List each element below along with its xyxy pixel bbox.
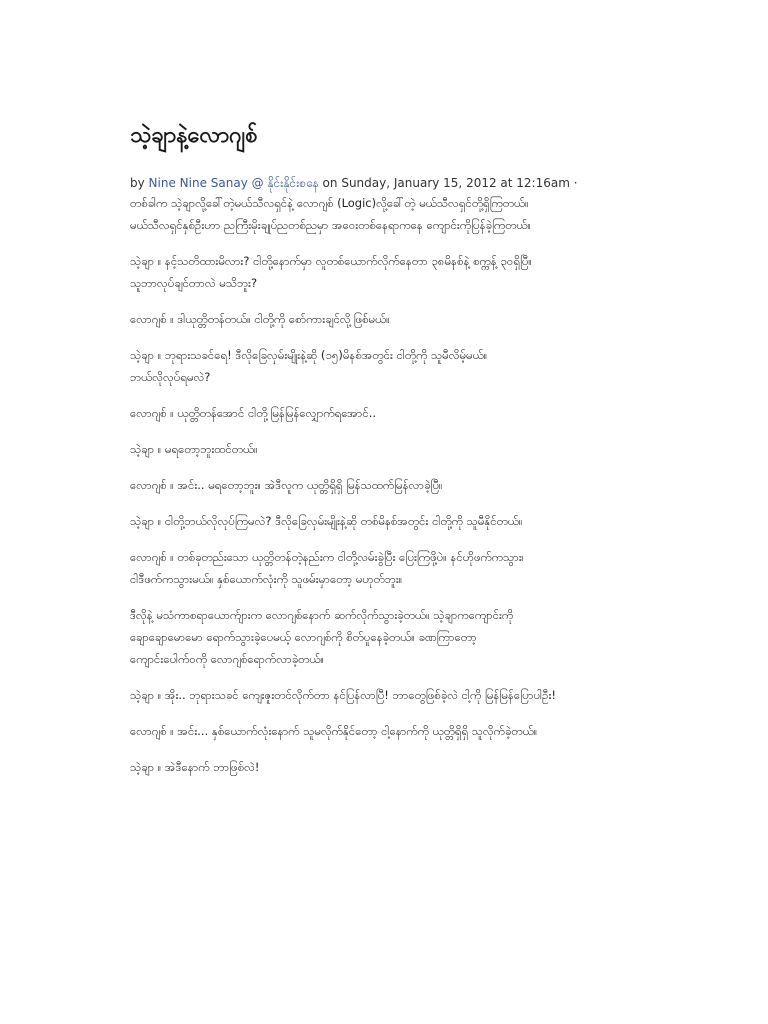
note-paragraph (130, 344, 690, 388)
paragraph-line: လောဂျစ် ။ အင်း.. မရတော့ဘူး။ အဲဒီလူက ယုတ္တိရှိရှိ မြန်သထက်မြန်လာခဲ့ပြီ။ (130, 478, 443, 492)
note-paragraph (130, 402, 690, 424)
paragraph-line: မယ်သီလရှင်နှစ်ဦးဟာ ညကြီးမိုးချုပ်ညတစ်ညမှာ အဝေးတစ်နေရာကနေ ကျောင်းကိုပြန်ခဲ့ကြတယ်။ (130, 218, 532, 232)
paragraph-line: ငါဒီဖက်ကသွားမယ်။ နှစ်ယောက်လုံးကို သူဖမ်းမှာတော့ မဟုတ်ဘူး။ (130, 572, 403, 586)
note-paragraph (130, 720, 690, 742)
paragraph-line: သဲ့ချာ ။ အိုး.. ဘုရားသခင် ကျေးဇူးတင်လိုက်တာ နင်ပြန်လာပြီ! ဘာတွေဖြစ်ခဲ့လဲ ငါ့ကို မြန်မြန်ပြောပါဦး! (130, 688, 556, 702)
note-title: သဲ့ချာနဲ့လောဂျစ် (130, 123, 258, 148)
byline-separator: · (573, 176, 578, 190)
paragraph-line: ဘယ်လိုလုပ်ရမလဲ? (130, 370, 211, 384)
note-paragraph (130, 250, 690, 294)
note-paragraph (130, 756, 690, 778)
byline (130, 174, 690, 192)
note-paragraph (130, 474, 690, 496)
paragraph-line: သဲ့ချာ ။ အဲဒီနောက် ဘာဖြစ်လဲ! (130, 760, 260, 774)
paragraph-line: သဲ့ချာ ။ မရတော့ဘူးထင်တယ်။ (130, 442, 258, 456)
paragraph-line: လောဂျစ် ။ ယုတ္တိတန်အောင် ငါတို့မြန်မြန်လျှောက်ရအောင်.. (130, 406, 377, 420)
author-link[interactable]: Nine Nine Sanay @ နိုင်းနိုင်းစနေ (148, 176, 319, 190)
note-paragraph (130, 684, 690, 706)
note-paragraph (130, 438, 690, 460)
byline-prefix: by (130, 176, 145, 190)
note-paragraph (130, 604, 690, 670)
paragraph-line: လောဂျစ် ။ အင်း... နှစ်ယောက်လုံးနောက် သူမလိုက်နိုင်တော့ ငါ့နောက်ကို ယုတ္တိရှိရှိ သူလိုက်ခဲ့တယ်။ (130, 724, 538, 738)
note-container (130, 118, 690, 792)
paragraph-line: သဲ့ချာ ။ ဘုရားသခင်ရေ! ဒီလိုခြေလှမ်းမျိုးနဲ့ဆို (၁၅)မိနစ်အတွင်း ငါတို့ကို သူမီလိမ့်မယ်။ (130, 348, 488, 362)
note-body (130, 192, 690, 778)
paragraph-line: သူဘာလုပ်ချင်တာလဲ မသိဘူး? (130, 276, 258, 290)
note-paragraph (130, 192, 690, 236)
paragraph-line: လောဂျစ် ။ တစ်ခုတည်းသော ယုတ္တိတန်တဲ့နည်းက ငါတို့လမ်းခွဲပြီး ပြေးကြဖို့ပဲ။ နင်ဟိုဖက်ကသွား၊ (130, 550, 524, 564)
paragraph-line: ချောချောမောမော ရောက်သွားခဲ့ပေမယ့် လောဂျစ်ကို စိတ်ပူနေခဲ့တယ်။ ခဏကြာတော့ (130, 630, 477, 644)
note-paragraph (130, 546, 690, 590)
paragraph-line: သဲ့ချာ ။ ငါတို့ဘယ်လိုလုပ်ကြမလဲ? ဒီလိုခြေလှမ်းမျိုးနဲ့ဆို တစ်မိနစ်အတွင်း ငါတို့ကို သူမီနိုင်တယ်။ (130, 514, 523, 528)
note-paragraph (130, 308, 690, 330)
paragraph-line: ဒီလိုနဲ့ မသံကာစရာယောက်ျားက လောဂျစ်နောက် ဆက်လိုက်သွားခဲ့တယ်။ သဲ့ချာကကျောင်းကို (130, 608, 514, 622)
paragraph-line: သဲ့ချာ ။ နင့်သတိထားမိလား? ငါတို့နောက်မှာ လူတစ်ယောက်လိုက်နေတာ ၃၈မိနစ်နဲ့ စက္ကန့် ၃၀ရှိပြီ။ (130, 254, 532, 268)
paragraph-line: တစ်ခါက သဲ့ချာလို့ခေါ်တဲ့မယ်သီလရှင်နဲ့ လောဂျစ် (Logic)လို့ခေါ်တဲ့ မယ်သီလရှင်တို့ရှိကြတယ်။ (130, 196, 529, 210)
post-date: Sunday, January 15, 2012 at 12:16am (341, 176, 570, 190)
paragraph-line: ကျောင်းပေါက်ဝကို လောဂျစ်ရောက်လာခဲ့တယ်။ (130, 652, 325, 666)
note-paragraph (130, 510, 690, 532)
byline-middle: on (322, 176, 338, 190)
paragraph-line: လောဂျစ် ။ ဒါယုတ္တိတန်တယ်။ ငါတို့ကို စော်ကားချင်လို့ဖြစ်မယ်။ (130, 312, 390, 326)
